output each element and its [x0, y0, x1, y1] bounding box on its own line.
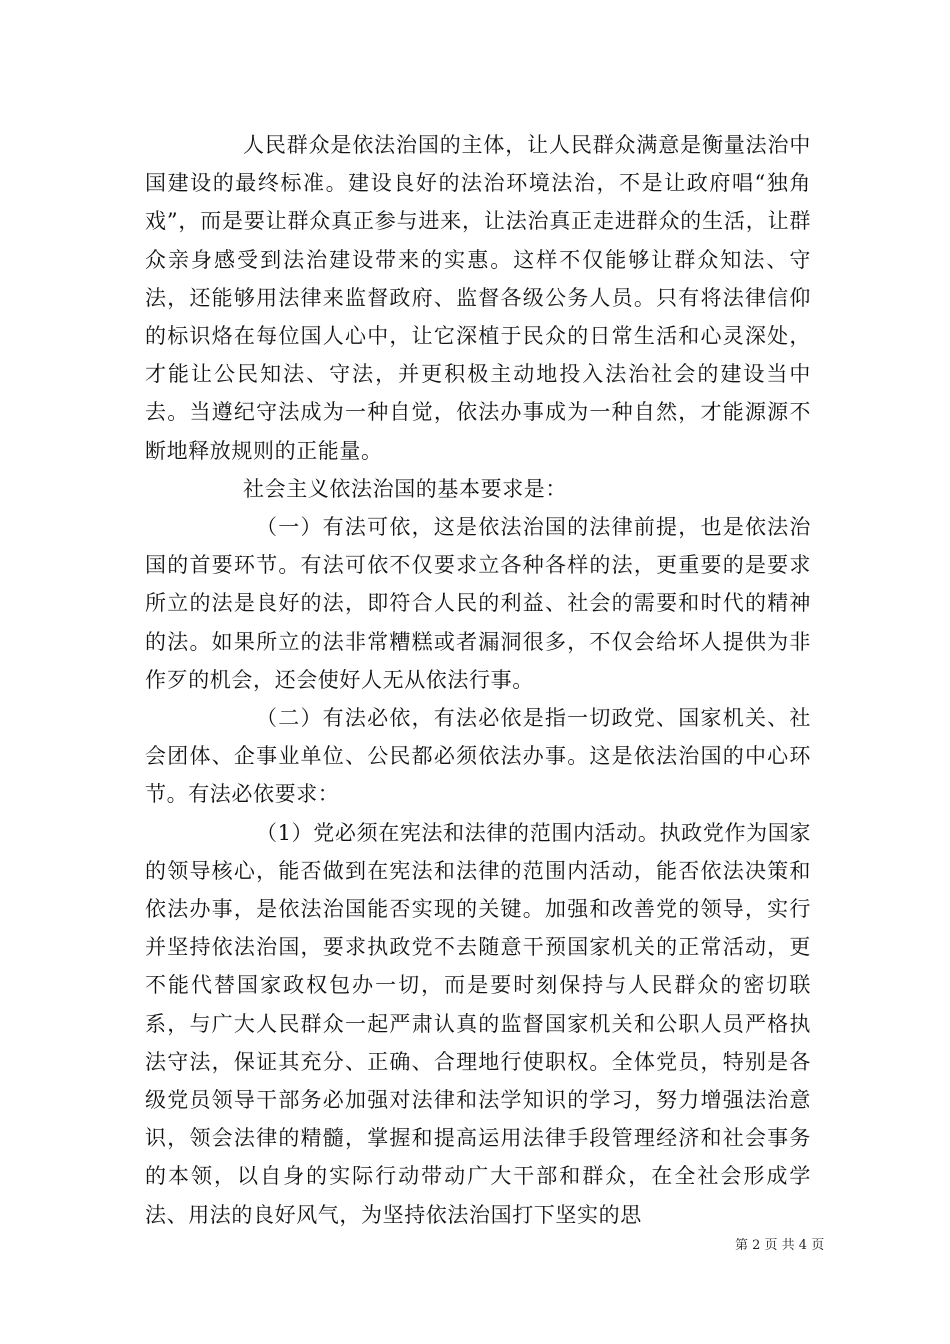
- document-body: [145, 126, 811, 1234]
- paragraph-subpoint-one: （1）党必须在宪法和法律的范围内活动。执政党作为国家的领导核心，能否做到在宪法和法律的范围内活动，能否依法决策和依法办事，是依法治国能否实现的关键。加强和改善党的领导，实行并坚持依法治国，要求执政党不去随意干预国家机关的正常活动，更不能代替国家政权包办一切，而是要时刻保持与人民群众的密切联系，与广大人民群众一起严肃认真的监督国家机关和公职人员严格执法守法，保证其充分、正确、合理地行使职权。全体党员，特别是各级党员领导干部务必加强对法律和法学知识的学习，努力增强法治意识，领会法律的精髓，掌握和提高运用法律手段管理经济和社会事务的本领，以自身的实际行动带动广大干部和群众，在全社会形成学法、用法的良好风气，为坚持依法治国打下坚实的思: [145, 820, 811, 1227]
- paragraph-requirements-heading: 社会主义依法治国的基本要求是：: [243, 476, 567, 501]
- paragraph-intro: 人民群众是依法治国的主体，让人民群众满意是衡量法治中国建设的最终标准。建设良好的法治环境法治，不是让政府唱“独角戏”，而是要让群众真正参与进来，让法治真正走进群众的生活，让群众亲身感受到法治建设带来的实惠。这样不仅能够让群众知法、守法，还能够用法律来监督政府、监督各级公务人员。只有将法律信仰的标识烙在每位国人心中，让它深植于民众的日常生活和心灵深处，才能让公民知法、守法，并更积极主动地投入法治社会的建设当中去。当遵纪守法成为一种自觉，依法办事成为一种自然，才能源源不断地释放规则的正能量。: [145, 133, 811, 463]
- paragraph-point-one: （一）有法可依，这是依法治国的法律前提，也是依法治国的首要环节。有法可依不仅要求立各种各样的法，更重要的是要求所立的法是良好的法，即符合人民的利益、社会的需要和时代的精神的法。如果所立的法非常糟糕或者漏洞很多，不仅会给坏人提供为非作歹的机会，还会使好人无从依法行事。: [145, 515, 811, 692]
- page-number: 第 2 页 共 4 页: [735, 1238, 825, 1253]
- paragraph-point-two: （二）有法必依，有法必依是指一切政党、国家机关、社会团体、企事业单位、公民都必须依法办事。这是依法治国的中心环节。有法必依要求：: [145, 706, 811, 807]
